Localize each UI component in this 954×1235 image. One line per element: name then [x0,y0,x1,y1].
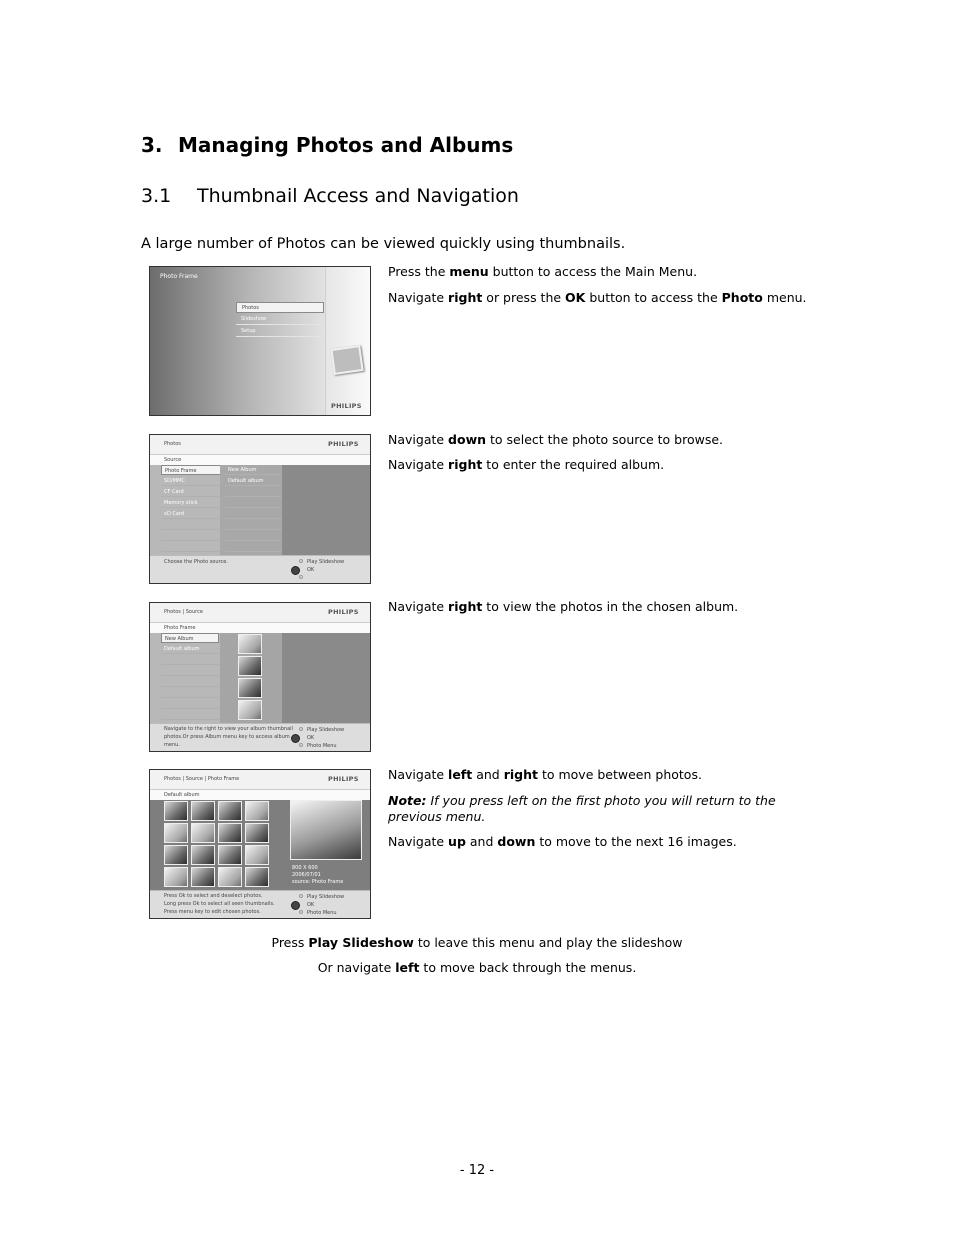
step4-note: Note: If you press left on the first photo you will return to the previous menu. [388,793,776,824]
empty-pane [282,465,370,555]
album-list: New Album Default album [220,465,282,555]
footer-line1: Press Play Slideshow to leave this menu and play the slideshow [271,935,683,950]
photo-date: 2006/07/01 [292,872,321,878]
thumbnail [218,801,242,821]
breadcrumb: Photo Frame [150,623,370,633]
top-bar: Photos | Source PHILIPS [150,603,370,623]
screenshot-photo-source [149,434,371,584]
section-heading [141,133,513,157]
menu-item-slideshow: Slideshow [236,314,324,325]
thumbnail [245,801,269,821]
empty-pane [282,633,370,723]
section-title: Managing Photos and Albums [178,133,514,157]
top-bar: Photos | Source | Photo Frame PHILIPS [150,770,370,790]
step1-line1: Press the menu button to access the Main Menu. [388,264,698,279]
thumbnail [191,867,215,887]
ok-icon [291,901,300,910]
thumbnail [238,656,262,676]
brand-logo: PHILIPS [328,775,359,783]
menu-item-setup: Setup [236,326,324,337]
brand-logo: PHILIPS [331,402,362,410]
thumbnail [245,823,269,843]
thumbnail [164,867,188,887]
ok-icon [291,734,300,743]
screenshot-main-menu [149,266,371,416]
page-number: - 12 - [459,1163,495,1178]
screenshot-album-view [149,602,371,752]
thumbnail [238,700,262,720]
thumbnail [218,845,242,865]
screen-title: Photo Frame [160,273,198,280]
thumbnail [191,801,215,821]
photos-icon [330,345,363,375]
section-number: 3. [141,133,163,157]
thumbnail-column [220,633,282,723]
ok-icon [291,566,300,575]
thumbnail [164,845,188,865]
thumbnail [191,845,215,865]
thumbnail [218,867,242,887]
subsection-title: Thumbnail Access and Navigation [197,185,519,207]
footer-line2: Or navigate left to move back through the menus. [317,960,637,975]
intro-text: A large number of Photos can be viewed quickly using thumbnails. [141,236,626,252]
thumbnail [164,823,188,843]
screenshot-thumbnail-grid [149,769,371,919]
bottom-bar: Choose the Photo source. Play Slideshow OK [150,555,370,583]
step4-line1: Navigate left and right to move between photos. [388,767,702,782]
thumbnail [245,845,269,865]
brand-logo: PHILIPS [328,440,359,448]
photo-resolution: 800 X 600 [292,865,318,871]
bottom-bar: Navigate to the right to view your album thumbnail photos.Or press Album menu key to access album menu. Play Slideshow OK Photo Menu [150,723,370,751]
brand-logo: PHILIPS [328,608,359,616]
source-list: Photo Frame SD/MMC CF Card Memory stick xD Card [150,465,220,555]
thumbnail [164,801,188,821]
step3-line1: Navigate right to view the photos in the chosen album. [388,599,739,614]
subsection-heading [141,185,519,207]
album-list: New Album Default album [150,633,220,723]
breadcrumb: Source [150,455,370,465]
step2-line1: Navigate down to select the photo source to browse. [388,432,724,447]
thumbnail [191,823,215,843]
thumbnail [238,678,262,698]
breadcrumb: Default album [150,790,370,800]
thumbnail [245,867,269,887]
menu-item-photos: Photos [236,302,324,313]
photo-preview [290,800,362,860]
step1-line2: Navigate right or press the OK button to access the Photo menu. [388,290,807,305]
top-bar: Photos PHILIPS [150,435,370,455]
bottom-bar: Press Ok to select and deselect photos. Long press Ok to select all seen thumbnails. Press menu key to edit chosen photos. Play Slideshow OK Photo Menu [150,890,370,918]
step4-line2: Navigate up and down to move to the next 16 images. [388,834,737,849]
side-panel [325,267,370,415]
step2-line2: Navigate right to enter the required album. [388,457,665,472]
photo-source: source: Photo Frame [292,879,344,885]
thumbnail [218,823,242,843]
subsection-number: 3.1 [141,185,172,207]
thumbnail [238,634,262,654]
